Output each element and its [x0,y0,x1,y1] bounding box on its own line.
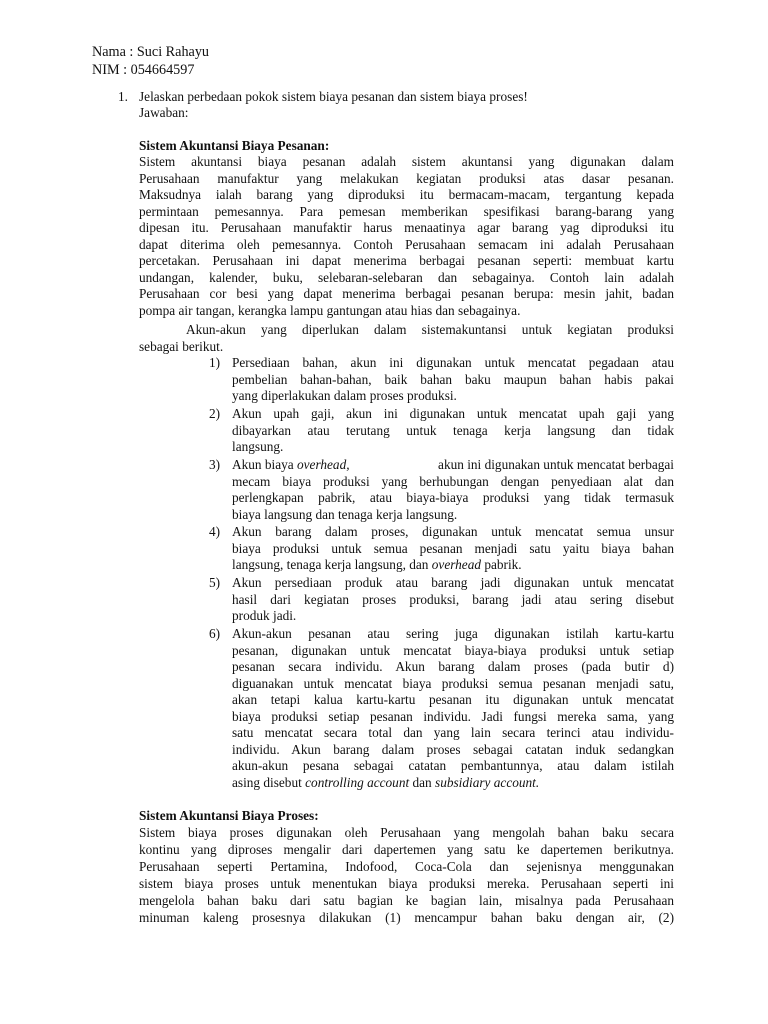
accounts-intro: sebagai berikut. [139,339,224,354]
paragraph-line: dapat diterima oleh pemesannya. Contoh Perusahaan semacam ini adalah Perusahaan [139,237,674,252]
italic-term: subsidiary account. [435,775,540,790]
list-line: pesanan, digunakan untuk mencatat biaya-biaya produksi untuk setiap [232,643,674,658]
paragraph-line: sistem biaya proses untuk menentukan biaya produksi mereka. Perusahaan seperti ini [139,876,674,891]
list-line: Akun-akun pesanan atau sering juga digunakan istilah kartu-kartu [232,626,674,641]
list-number: 4) [209,524,221,539]
list-line [232,457,674,474]
paragraph-line: Sistem biaya proses digunakan oleh Perusahaan yang mengolah bahan baku secara [139,825,674,840]
list-line: pembelian bahan-bahan, baik bahan baku maupun bahan habis pakai [232,372,674,387]
list-line: akan tetapi kalua kartu-kartu pesanan itu digunakan untuk mencatat [232,692,674,707]
list-text: asing disebut [232,775,306,790]
paragraph-line: Sistem akuntansi biaya pesanan adalah sistem akuntansi yang digunakan dalam [139,154,674,169]
list-line: perlengkapan pabrik, atau biaya-biaya produksi yang tidak termasuk [232,490,674,505]
paragraph-line: Perusahaan manufaktur yang melakukan kegiatan produksi atas dasar pesanan. [139,171,674,186]
question-text: Jelaskan perbedaan pokok sistem biaya pesanan dan sistem biaya proses! [139,89,528,104]
list-number: 6) [209,626,221,641]
italic-term: overhead [431,557,481,572]
list-line: produk jadi. [232,608,297,623]
list-text: akun ini digunakan untuk mencatat berbagai [438,457,674,472]
paragraph-line: kontinu yang diproses mengalir dari dapertemen yang satu ke dapertemen berikutnya. [139,842,674,857]
list-line [232,775,539,792]
question-number: 1. [118,89,128,104]
paragraph-line: undangan, kalender, buku, selebaran-selebaran dan sebagainya. Contoh lain adalah [139,270,674,285]
list-line: Akun upah gaji, akun ini digunakan untuk mencatat upah gaji yang [232,406,674,421]
list-line: akun-akun pesana sebagai catatan pembantunnya, atau dalam istilah [232,758,674,773]
paragraph-line: percetakan. Perusahaan ini dapat menerima berbagai pesanan seperti: membuat kartu [139,253,674,268]
list-text: langsung, tenaga kerja langsung, dan [232,557,432,572]
section-heading-pesanan: Sistem Akuntansi Biaya Pesanan: [139,138,330,153]
list-line: mecam biaya produksi yang berhubungan dengan penyediaan alat dan [232,474,674,489]
paragraph-line: Maksudnya ialah barang yang diproduksi itu bermacam-macam, tergantung kepada [139,187,674,202]
paragraph-line: dipesan itu. Perusahaan manufaktir harus menaatinya agar barang yag diproduksi itu [139,220,674,235]
list-number: 1) [209,355,221,370]
list-text: dan [409,775,436,790]
list-line: individu. Akun barang dalam proses sebagai catatan induk sedangkan [232,742,674,757]
accounts-intro: Akun-akun yang diperlukan dalam sistemakuntansi untuk kegiatan produksi [186,322,674,337]
list-line [232,557,522,574]
student-nim: NIM : 054664597 [92,62,195,78]
list-line: Akun persediaan produk atau barang jadi digunakan untuk mencatat [232,575,674,590]
paragraph-line: pompa air tangan, kerangka lampu gantungan atau hias dan sebagainya. [139,303,521,318]
list-number: 2) [209,406,221,421]
list-line: biaya langsung dan tenaga kerja langsung. [232,507,458,522]
list-text: Akun biaya [232,457,297,472]
answer-label: Jawaban: [139,105,189,120]
list-number: 5) [209,575,221,590]
list-line: biaya produksi setiap pesanan individu. Jadi fungsi mereka sama, yang [232,709,674,724]
italic-term: overhead, [297,457,350,472]
paragraph-line: mengelola bahan baku dari satu bagian ke bagian lain, misalnya pada Perusahaan [139,893,674,908]
paragraph-line: Perusahaan seperti Pertamina, Indofood, Coca-Cola dan sejenisnya menggunakan [139,859,674,874]
student-name: Nama : Suci Rahayu [92,44,210,60]
paragraph-line: permintaan pemesannya. Para pemesan memberikan spesifikasi barang-barang yang [139,204,674,219]
paragraph-line: minuman kaleng prosesnya dilakukan (1) mencampur bahan baku dengan air, (2) [139,910,674,925]
list-line: Persediaan bahan, akun ini digunakan untuk mencatat pegadaan atau [232,355,674,370]
list-line: yang diperlakukan dalam proses produksi. [232,388,457,403]
list-line: langsung. [232,439,284,454]
list-line: pesanan secara individu. Akun barang dalam proses (pada butir d) [232,659,674,674]
list-number: 3) [209,457,221,472]
section-heading-proses: Sistem Akuntansi Biaya Proses: [139,808,319,823]
list-line: biaya produksi untuk semua pesanan menjadi satu yaitu biaya bahan [232,541,674,556]
list-line: hasil dari kegiatan proses produksi, barang jadi atau sering disebut [232,592,674,607]
list-text: pabrik. [481,557,522,572]
list-line: Akun barang dalam proses, digunakan untuk mencatat semua unsur [232,524,674,539]
list-line: dibayarkan atau terutang untuk tenaga kerja langsung dan tidak [232,423,674,438]
list-line: satu mencatat secara total dan yang lain secara terinci atau individu- [232,725,674,740]
list-line: diguanakan untuk mencatat biaya produksi semua pesanan menjadi satu, [232,676,674,691]
italic-term: controlling account [305,775,410,790]
paragraph-line: Perusahaan cor besi yang dapat menerima berbagai pesanan berupa: mesin jahit, badan [139,286,674,301]
